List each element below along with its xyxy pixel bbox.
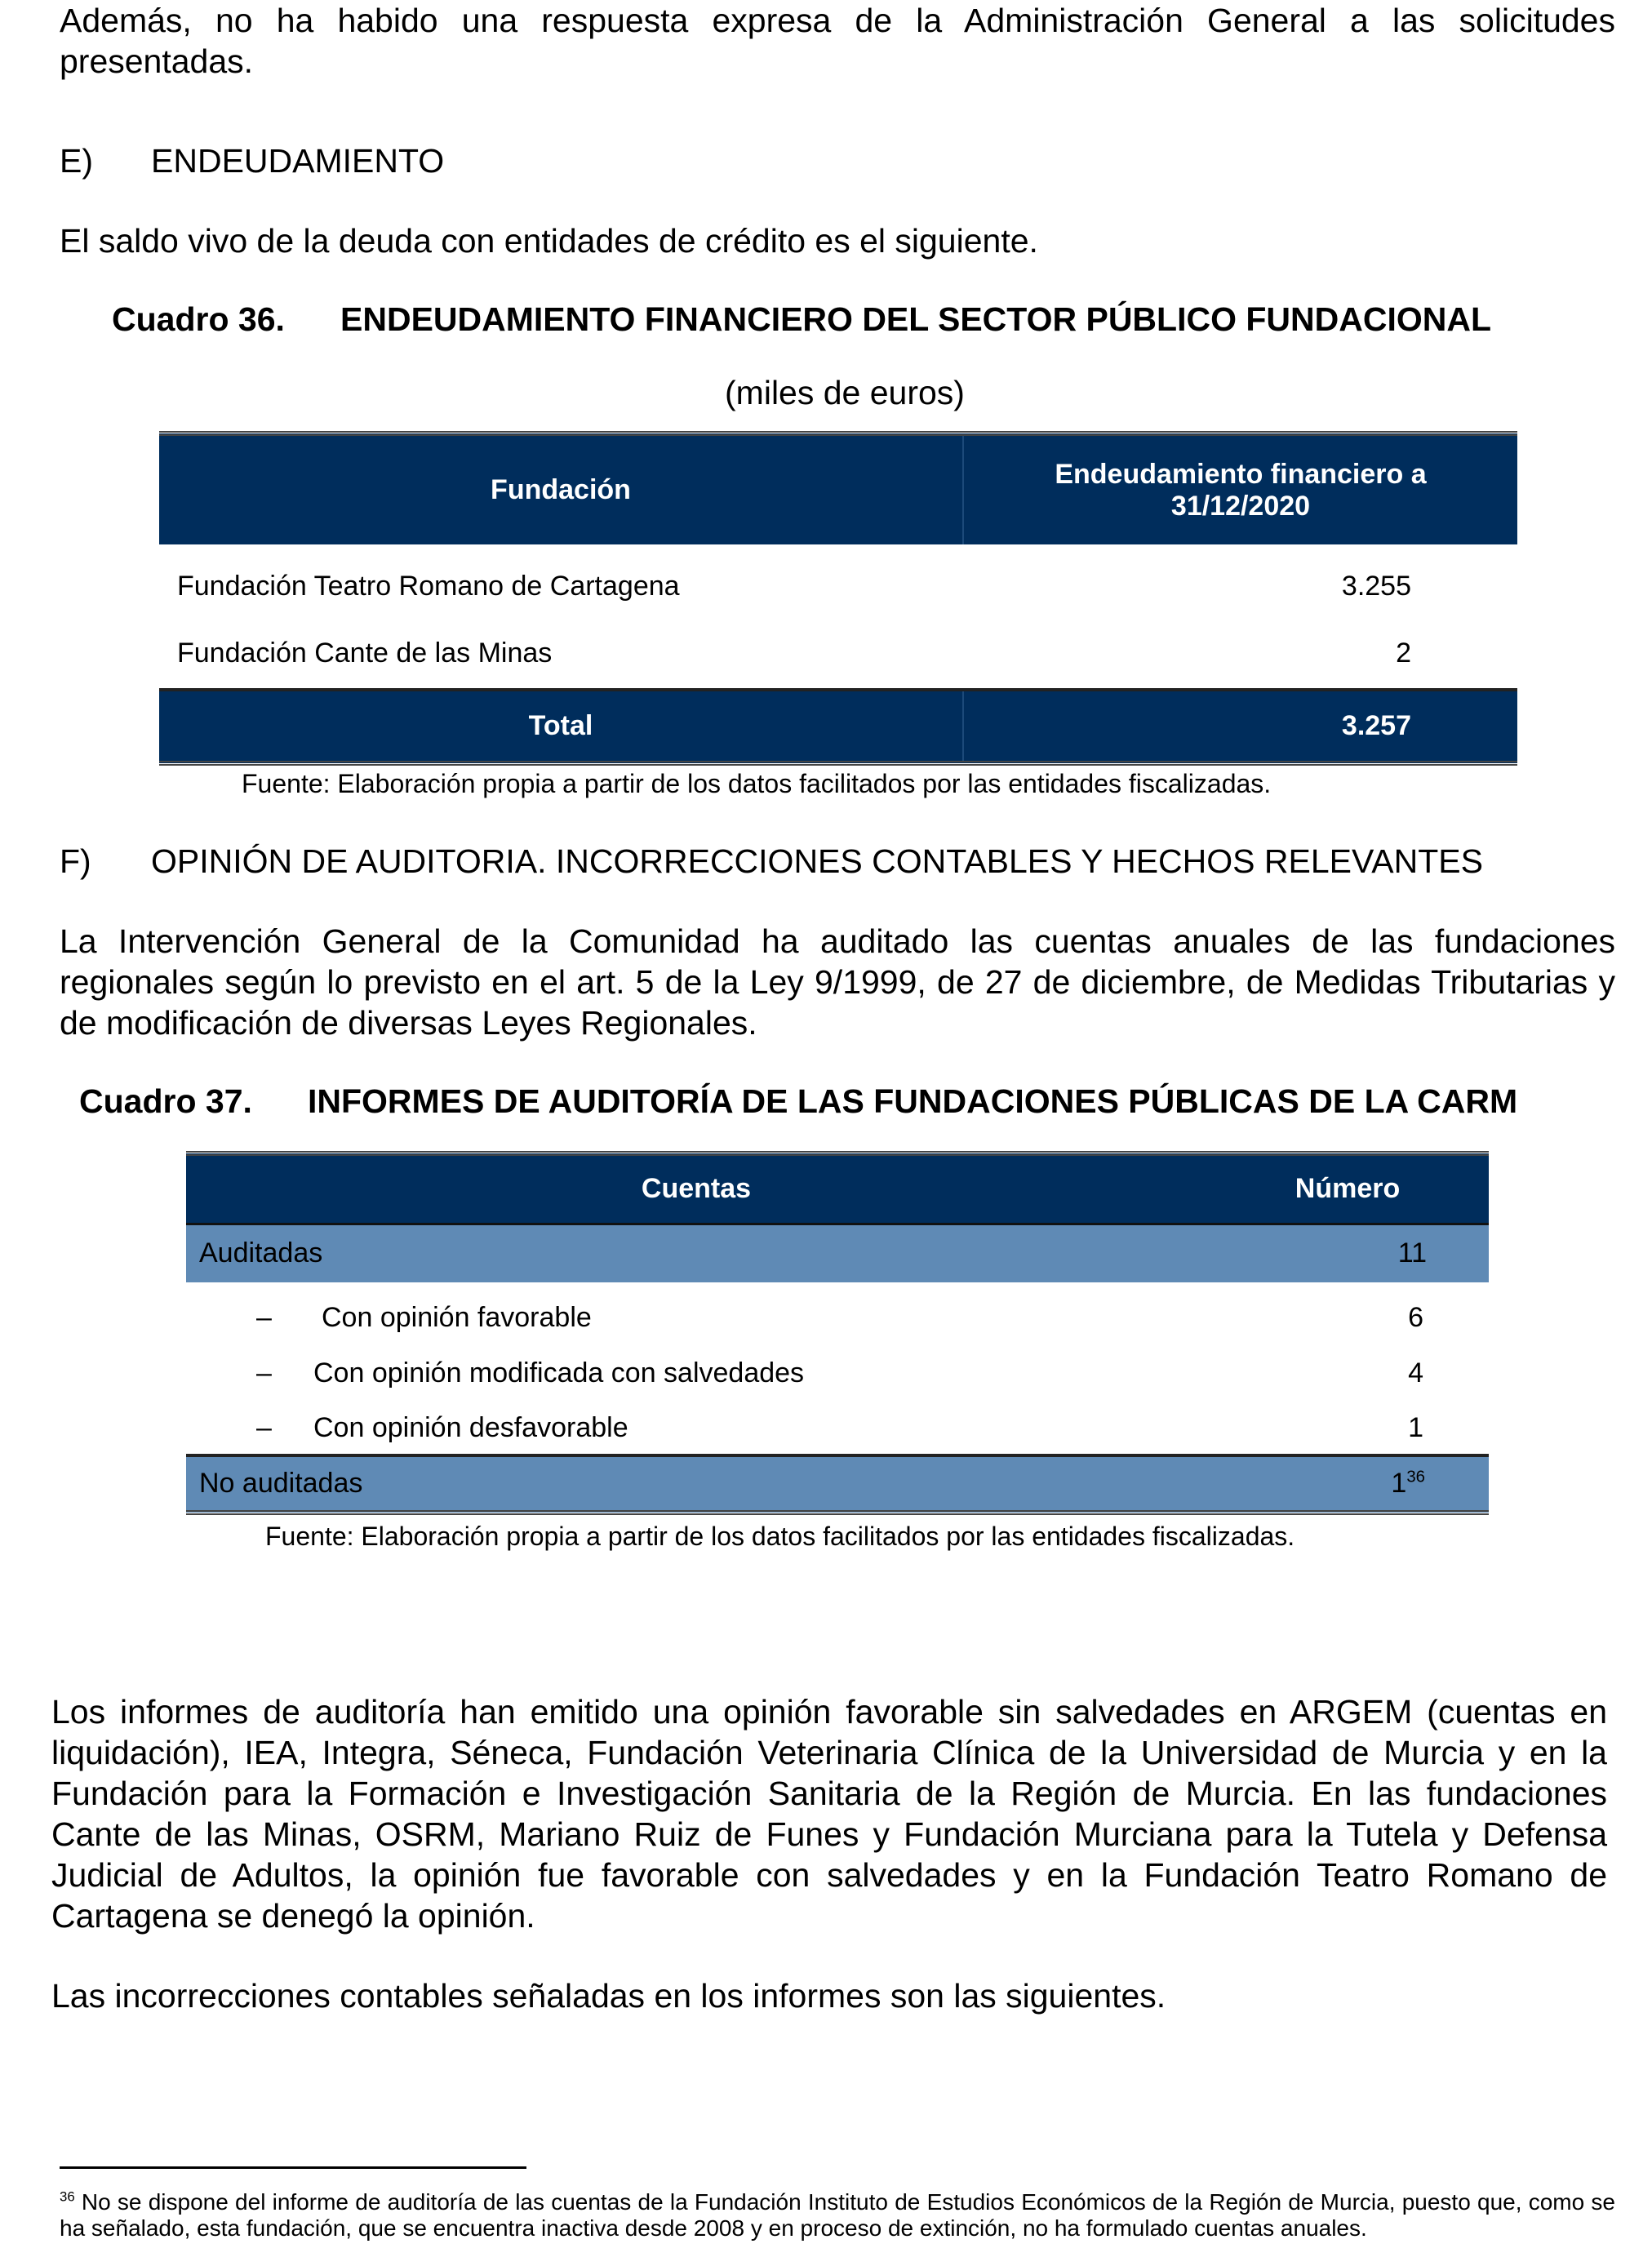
- section-f-heading: [60, 841, 1483, 882]
- incorrecciones-paragraph: Las incorrecciones contables señaladas en los informes son las siguientes.: [51, 1977, 1166, 2015]
- header-cuentas: Cuentas: [186, 1153, 1206, 1224]
- section-e-title: ENDEUDAMIENTO: [151, 142, 445, 180]
- row-name: Fundación Cante de las Minas: [177, 637, 553, 669]
- total-label: Total: [159, 690, 963, 763]
- header-fundacion: Fundación: [159, 433, 963, 544]
- table-header-row: [159, 433, 1517, 544]
- header-numero: Número: [1206, 1153, 1489, 1224]
- cuadro37-title: INFORMES DE AUDITORÍA DE LAS FUNDACIONES PÚBLICAS DE LA CARM: [308, 1082, 1518, 1120]
- table-row: [159, 544, 1517, 618]
- intro-paragraph: Además, no ha habido una respuesta expresa de la Administración General a las solicitudes presentadas.: [60, 2, 1615, 80]
- dash: –: [256, 1357, 272, 1388]
- auditadas-row: [186, 1224, 1489, 1282]
- table-row: [186, 1402, 1489, 1455]
- header-endeudamiento: Endeudamiento financiero a 31/12/2020: [963, 433, 1517, 544]
- subrow-value: 6: [1408, 1302, 1423, 1333]
- no-auditadas-value: $1^{36}$: [1206, 1455, 1489, 1513]
- auditadas-value: 11: [1206, 1224, 1489, 1282]
- row-name: Fundación Teatro Romano de Cartagena: [177, 571, 680, 602]
- cuadro37-caption: [79, 1081, 1517, 1122]
- row-value: 3.255: [1341, 571, 1411, 602]
- cuadro36-subtitle: (miles de euros): [725, 374, 965, 411]
- cuadro36-caption: [112, 299, 1491, 340]
- section-e-label: E): [60, 142, 93, 180]
- table-row: [186, 1282, 1489, 1344]
- row-value: 2: [1396, 637, 1411, 669]
- cuadro36-source: Fuente: Elaboración propia a partir de los datos facilitados por las entidades fiscalizadas.: [242, 769, 1272, 798]
- footnote: [60, 2189, 1615, 2242]
- table-row: [186, 1344, 1489, 1402]
- cuadro37-number: Cuadro 37.: [79, 1082, 252, 1120]
- cuadro36-number: Cuadro 36.: [112, 300, 285, 338]
- subrow-value: 4: [1408, 1357, 1423, 1388]
- no-auditadas-row: [186, 1455, 1489, 1513]
- footnote-divider: [60, 2166, 526, 2169]
- subrow-value: 1: [1408, 1411, 1423, 1443]
- section-e-heading: [60, 140, 444, 181]
- table-row: [159, 618, 1517, 690]
- auditadas-label: Auditadas: [186, 1224, 1206, 1282]
- section-f-label: F): [60, 842, 91, 880]
- no-auditadas-label: No auditadas: [186, 1455, 1206, 1513]
- total-row: [159, 690, 1517, 763]
- section-f-text: La Intervención General de la Comunidad ha auditado las cuentas anuales de las fundaciones regionales según lo previsto en el art. 5 de la Ley 9/1999, de 27 de diciembre, de Medidas Tributarias y de modificación de diversas Leyes Regionales.: [60, 922, 1615, 1042]
- cuadro36-title: ENDEUDAMIENTO FINANCIERO DEL SECTOR PÚBLICO FUNDACIONAL: [340, 300, 1491, 338]
- dash: –: [256, 1411, 272, 1443]
- total-value: 3.257: [963, 690, 1517, 763]
- subrow-label: – Con opinión modificada con salvedades: [256, 1357, 805, 1388]
- section-e-text: El saldo vivo de la deuda con entidades de crédito es el siguiente.: [60, 222, 1038, 260]
- section-f-title: OPINIÓN DE AUDITORIA. INCORRECCIONES CONTABLES Y HECHOS RELEVANTES: [151, 842, 1483, 880]
- footnote-number: 36: [60, 2188, 75, 2205]
- table-header-row: [186, 1153, 1489, 1224]
- cuadro37-table: [186, 1151, 1489, 1515]
- footnote-ref[interactable]: 36: [1406, 1468, 1425, 1486]
- subrow-label: – Con opinión favorable: [256, 1302, 592, 1333]
- footnote-text: No se dispone del informe de auditoría de las cuentas de la Fundación Instituto de Estudios Económicos de la Región de Murcia, puesto que, como se ha señalado, esta fundación, que se encuentra inactiva desde 2008 y en proceso de extinción, no ha formulado cuentas anuales.: [60, 2189, 1615, 2241]
- informes-paragraph: Los informes de auditoría han emitido una opinión favorable sin salvedades en ARGEM (cuentas en liquidación), IEA, Integra, Séneca, Fundación Veterinaria Clínica de la Universidad de Murcia y en la Fundación para la Formación e Investigación Sanitaria de la Región de Murcia. En las fundaciones Cante de las Minas, OSRM, Mariano Ruiz de Funes y Fundación Murciana para la Tutela y Defensa Judicial de Adultos, la opinión fue favorable con salvedades y en la Fundación Teatro Romano de Cartagena se denegó la opinión.: [51, 1693, 1607, 1935]
- cuadro36-table: [159, 431, 1517, 766]
- dash: –: [256, 1302, 272, 1333]
- cuadro37-source: Fuente: Elaboración propia a partir de los datos facilitados por las entidades fiscalizadas.: [265, 1522, 1295, 1551]
- subrow-label: – Con opinión desfavorable: [256, 1411, 628, 1443]
